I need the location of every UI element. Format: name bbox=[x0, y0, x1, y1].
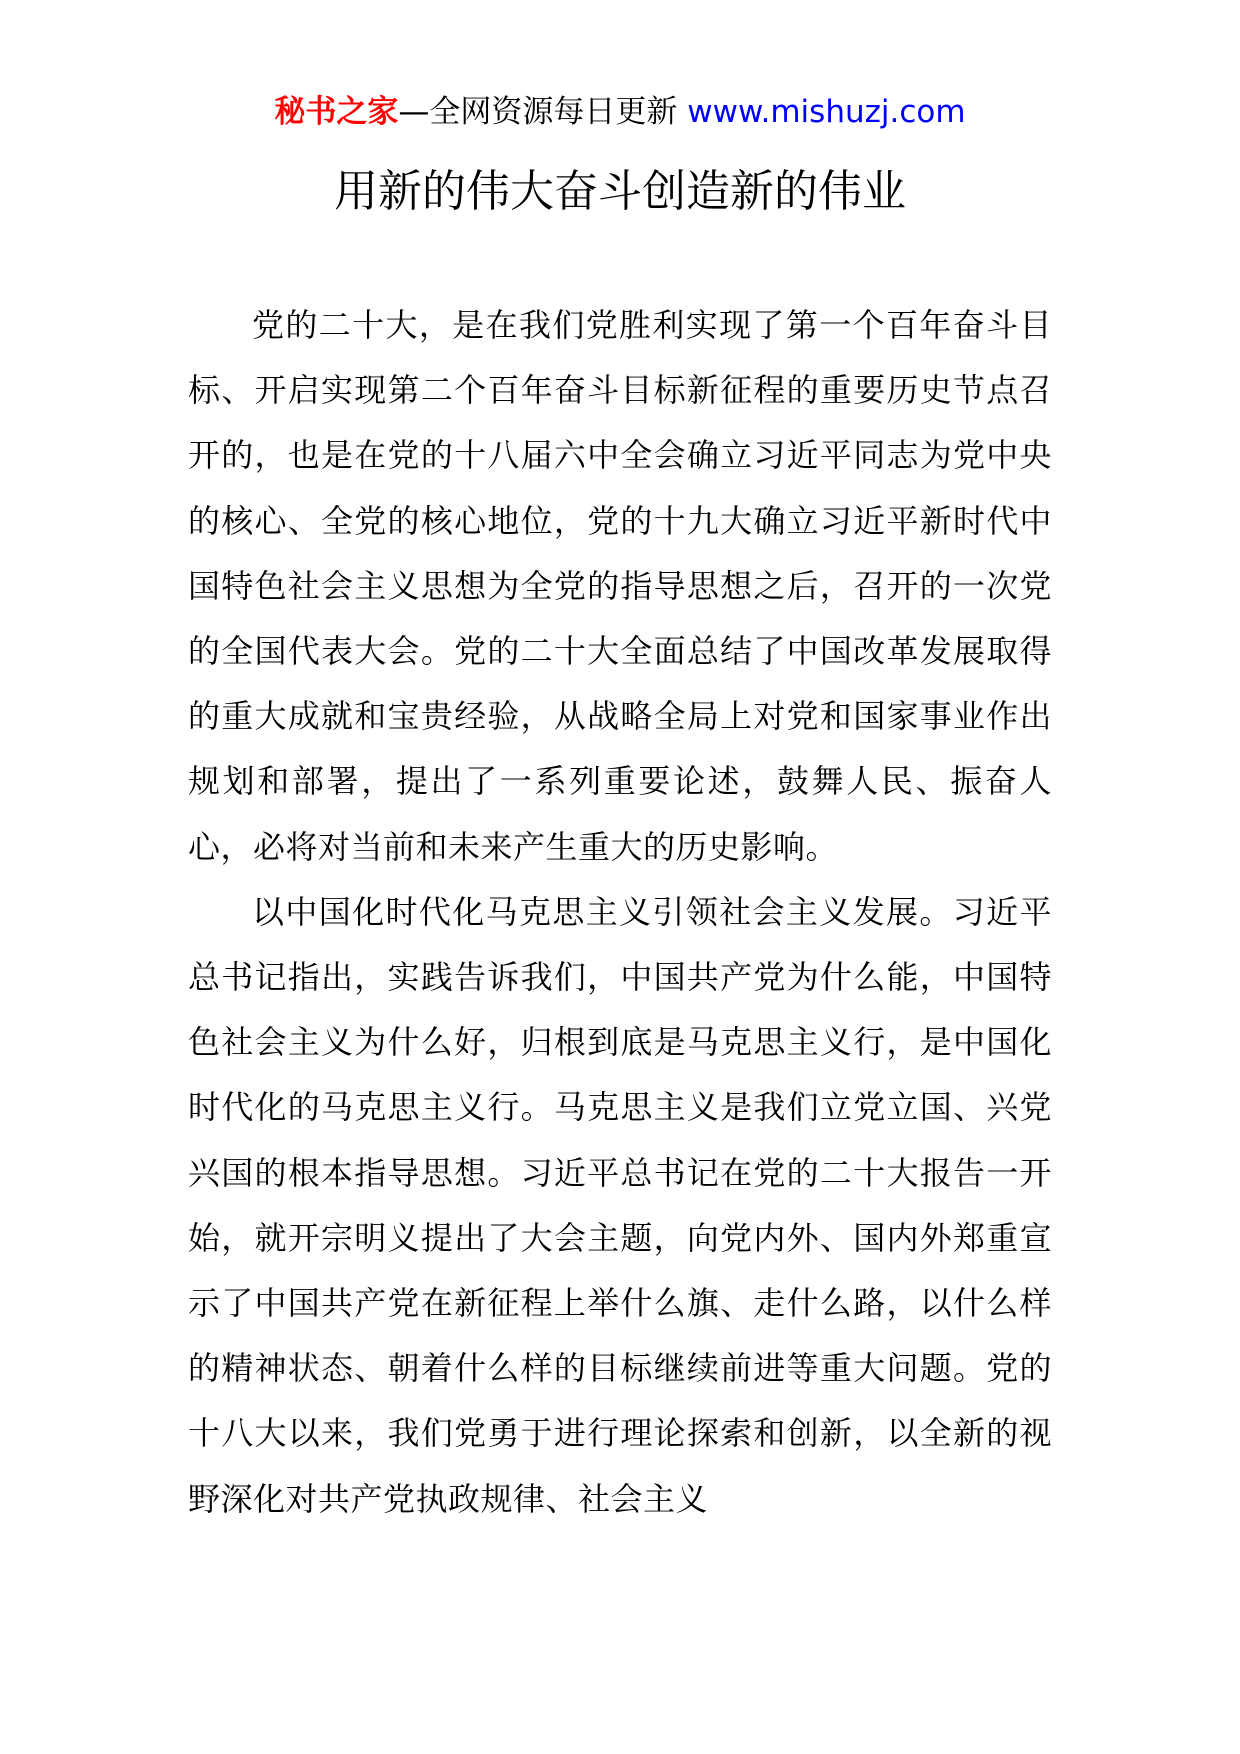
site-header bbox=[0, 92, 1240, 132]
site-tagline: —全网资源每日更新 bbox=[398, 94, 688, 130]
document-title: 用新的伟大奋斗创造新的伟业 bbox=[334, 166, 906, 217]
paragraph-1: 党的二十大，是在我们党胜利实现了第一个百年奋斗目标、开启实现第二个百年奋斗目标新征程的重要历史节点召开的，也是在党的十八届六中全会确立习近平同志为党中央的核心、全党的核心地位，党的十九大确立习近平新时代中国特色社会主义思想为全党的指导思想之后，召开的一次党的全国代表大会。党的二十大全面总结了中国改革发展取得的重大成就和宝贵经验，从战略全局上对党和国家事业作出规划和部署，提出了一系列重要论述，鼓舞人民、振奋人心，必将对当前和未来产生重大的历史影响。 bbox=[188, 306, 1052, 866]
document-body bbox=[188, 293, 1052, 1532]
site-brand: 秘书之家 bbox=[274, 94, 399, 130]
site-url-link[interactable]: www.mishuzj.com bbox=[687, 94, 966, 130]
paragraph-2: 以中国化时代化马克思主义引领社会主义发展。习近平总书记指出，实践告诉我们，中国共产党为什么能，中国特色社会主义为什么好，归根到底是马克思主义行，是中国化时代化的马克思主义行。马克思主义是我们立党立国、兴党兴国的根本指导思想。习近平总书记在党的二十大报告一开始，就开宗明义提出了大会主题，向党内外、国内外郑重宣示了中国共产党在新征程上举什么旗、走什么路，以什么样的精神状态、朝着什么样的目标继续前进等重大问题。党的十八大以来，我们党勇于进行理论探索和创新，以全新的视野深化对共产党执政规律、社会主义 bbox=[188, 892, 1052, 1518]
